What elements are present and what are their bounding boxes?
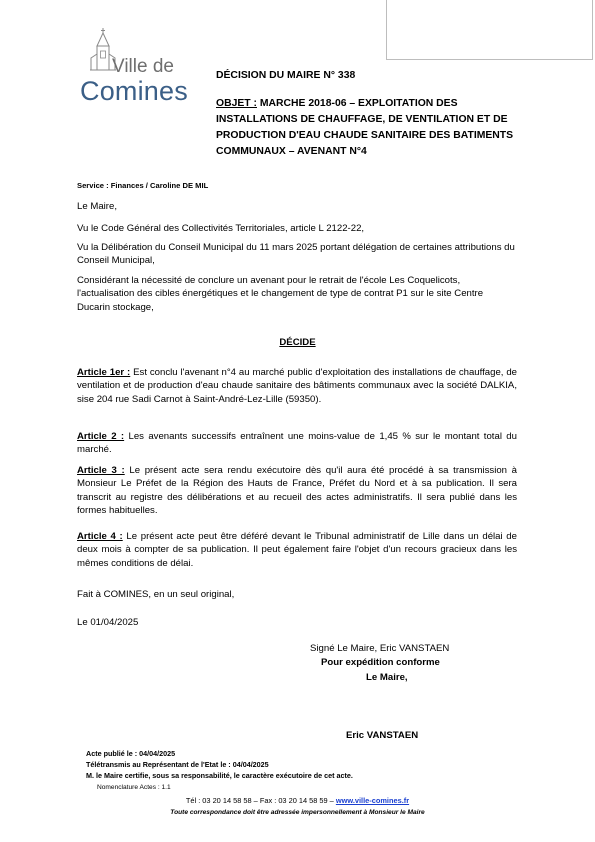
website-link[interactable]: www.ville-comines.fr <box>335 796 410 805</box>
le-maire-label: Le Maire, <box>366 672 408 683</box>
service-line: Service : Finances / Caroline DE MIL <box>77 181 209 190</box>
decision-title: DÉCISION DU MAIRE N° 338 <box>216 70 356 81</box>
expedition-conforme: Pour expédition conforme <box>321 657 440 668</box>
article-1-label: Article 1er : <box>77 367 131 378</box>
signed-by: Signé Le Maire, Eric VANSTAEN <box>310 643 450 654</box>
article-3-label: Article 3 : <box>77 465 125 476</box>
objet-text: MARCHE 2018-06 – EXPLOITATION DES INSTALLATIONS DE CHAUFFAGE, DE VENTILATION ET DE PRODUCTION D'EAU CHAUDE SANITAIRE DES BATIMENTS COMMUNAUX – AVENANT N°4 <box>216 98 514 157</box>
teletransmis: Télétransmis au Représentant de l'Etat le : 04/04/2025 <box>86 760 269 769</box>
article-4-text: Le présent acte peut être déféré devant le Tribunal administratif de Lille dans un délai de deux mois à compter de sa publication. Il peut également faire l'objet d'un recours gracieux dans les mêmes conditions de délai. <box>77 531 517 569</box>
fait-a: Fait à COMINES, en un seul original, <box>77 589 235 600</box>
salutation: Le Maire, <box>77 201 117 212</box>
article-2-text: Les avenants successifs entraînent une moins-value de 1,45 % sur le montant total du marché. <box>77 431 517 456</box>
decision-date: Le 01/04/2025 <box>77 617 139 628</box>
decide-heading: DÉCIDE <box>279 337 316 348</box>
vu-code: Vu le Code Général des Collectivités Territoriales, article L 2122-22, <box>77 223 365 234</box>
vu-deliberation: Vu la Délibération du Conseil Municipal du 11 mars 2025 portant délégation de certaines attributions du Conseil Municipal, <box>77 242 515 267</box>
stamp-box <box>386 0 593 60</box>
certification: M. le Maire certifie, sous sa responsabilité, le caractère exécutoire de cet acte. <box>86 771 353 780</box>
mayor-name: Eric VANSTAEN <box>346 730 419 741</box>
decision-object <box>216 96 516 160</box>
considerant: Considérant la nécessité de conclure un avenant pour le retrait de l'école Les Coquelicots, l'actualisation des cibles énergétiques et le changement de type de contrat P1 sur le site Centre Ducarin stockage, <box>77 275 484 313</box>
article-2 <box>77 430 517 457</box>
logo <box>80 24 200 114</box>
article-3 <box>77 464 517 517</box>
article-1 <box>77 366 517 406</box>
acte-publie: Acte publié le : 04/04/2025 <box>86 749 176 758</box>
correspondence-notice: Toute correspondance doit être adressée impersonnellement à Monsieur le Maire <box>170 809 425 816</box>
logo-line1: Ville de <box>112 56 174 77</box>
article-4 <box>77 530 517 570</box>
contact-phones: Tél : 03 20 14 58 58 – Fax : 03 20 14 58 59 – <box>185 796 336 805</box>
logo-line2: Comines <box>80 76 188 106</box>
article-1-text: Est conclu l'avenant n°4 au marché public d'exploitation des installations de chauffage, de ventilation et de production d'eau chaude sanitaire des bâtiments communaux avec la société DALKIA, sise 204 rue Sadi Carnot à Saint-André-Lez-Lille (59350). <box>77 367 518 405</box>
nomenclature: Nomenclature Actes : 1.1 <box>97 784 171 791</box>
article-2-label: Article 2 : <box>77 431 125 442</box>
objet-label: OBJET : <box>216 98 257 109</box>
article-3-text: Le présent acte sera rendu exécutoire dès qu'il aura été procédé à sa transmission à Monsieur Le Préfet de la Région des Hauts de France, Préfet du Nord et à sa publication. Il sera transcrit au registre des délibérations et au recueil des actes administratifs. Il sera publié dans les formes habituelles. <box>77 465 517 516</box>
contact-line <box>0 796 595 805</box>
article-4-label: Article 4 : <box>77 531 123 542</box>
